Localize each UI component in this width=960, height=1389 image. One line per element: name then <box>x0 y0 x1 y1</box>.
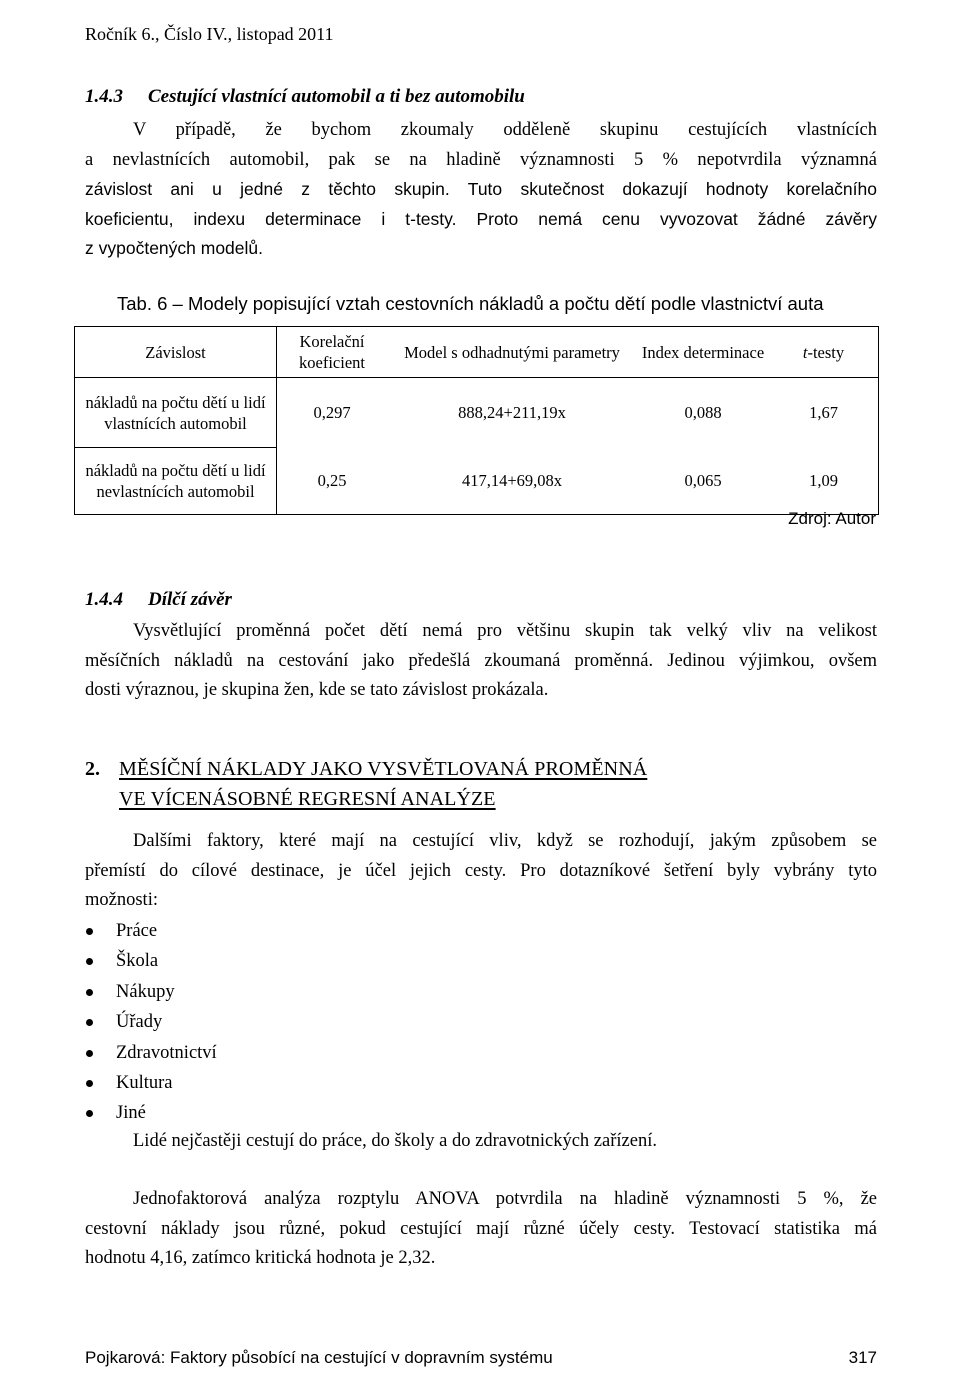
row-ttest: 1,67 <box>809 403 838 423</box>
text-line: přemístí do cílové destinace, je účel jejich cesty. Pro dotazníkové šetření byly vybrány tyto <box>85 860 877 881</box>
table-caption: Tab. 6 – Modely popisující vztah cestovních nákladů a počtu dětí podle vlastnictví auta <box>117 293 824 314</box>
text-line: koeficientu, indexu determinace i t-testy. Proto nemá cenu vyvozovat žádné závěry <box>85 208 877 229</box>
table-source: Zdroj: Autor <box>788 509 876 528</box>
bullet-icon <box>86 1110 93 1117</box>
text-line: Lidé nejčastěji cestují do práce, do školy a do zdravotnických zařízení. <box>133 1131 657 1151</box>
paragraph-chapter-2-intro <box>85 827 877 916</box>
section-number: 1.4.4 <box>85 589 123 610</box>
purpose-options-list <box>85 916 217 1129</box>
bullet-icon <box>86 958 93 965</box>
paragraph-1-4-4 <box>85 617 877 706</box>
paragraph-after-list <box>85 1127 877 1157</box>
text-line: možnosti: <box>85 890 158 910</box>
chapter-title-line-2: VE VÍCENÁSOBNÉ REGRESNÍ ANALÝZE <box>119 788 496 810</box>
text-line: Jednofaktorová analýza rozptylu ANOVA potvrdila na hladině významnosti 5 %, že <box>133 1189 877 1209</box>
bullet-icon <box>86 928 93 935</box>
table-header-row <box>75 327 879 378</box>
list-item: Práce <box>85 916 217 946</box>
header-ttest-t: t <box>802 342 808 362</box>
section-title: Dílčí závěr <box>148 589 232 610</box>
list-item: Jiné <box>85 1098 217 1128</box>
header-dependent: Závislost <box>75 327 277 378</box>
chapter-number: 2. <box>85 758 100 780</box>
text-line: V případě, že bychom zkoumaly odděleně skupinu cestujících vlastnících <box>133 120 877 140</box>
row-label: nákladů na počtu dětí u lidí nevlastnících automobil <box>75 448 277 515</box>
row-model: 888,24+211,19x <box>458 403 566 423</box>
footer-title: Pojkarová: Faktory působící na cestující v dopravním systému <box>85 1348 553 1367</box>
bullet-icon <box>86 1019 93 1026</box>
row-correlation: 0,25 <box>317 471 347 491</box>
list-item: Zdravotnictví <box>85 1038 217 1068</box>
chapter-title-line-1: MĚSÍČNÍ NÁKLADY JAKO VYSVĚTLOVANÁ PROMĚNNÁ <box>119 758 648 780</box>
models-table <box>74 326 879 515</box>
running-header: Ročník 6., Číslo IV., listopad 2011 <box>85 24 334 44</box>
bullet-icon <box>86 1080 93 1087</box>
row-model: 417,14+69,08x <box>461 471 563 491</box>
row-ttest: 1,09 <box>809 471 838 491</box>
list-item: Škola <box>85 946 217 976</box>
section-heading-1-4-3 <box>85 86 525 108</box>
text-line: z vypočtených modelů. <box>85 238 264 258</box>
page-footer <box>85 1348 877 1368</box>
section-number: 1.4.3 <box>85 86 123 107</box>
header-index: Index determinace <box>637 327 769 378</box>
text-line: Vysvětlující proměnná počet dětí nemá pro většinu skupin tak velký vliv na velikost <box>133 621 877 641</box>
text-line: cestovní náklady jsou různé, pokud cestující mají různé účely cesty. Testovací statistika má <box>85 1218 877 1239</box>
page-number: 317 <box>848 1348 877 1367</box>
row-label: nákladů na počtu dětí u lidí vlastnících automobil <box>75 378 277 448</box>
section-heading-1-4-4 <box>85 589 232 611</box>
table-row <box>75 448 879 515</box>
bullet-icon <box>86 1050 93 1057</box>
text-line: Dalšími faktory, které mají na cestující vliv, když se rozhodují, jakým způsobem se <box>133 831 877 851</box>
section-title: Cestující vlastnící automobil a ti bez automobilu <box>148 86 525 107</box>
text-line: a nevlastnících automobil, pak se na hladině významnosti 5 % nepotvrdila významná <box>85 149 877 170</box>
paragraph-1-4-3 <box>85 116 877 264</box>
header-model: Model s odhadnutými parametry <box>387 327 637 378</box>
text-line: hodnotu 4,16, zatímco kritická hodnota je 2,32. <box>85 1248 436 1268</box>
row-correlation: 0,297 <box>313 403 351 423</box>
text-line: závislost ani u jedné z těchto skupin. Tuto skutečnost dokazují hodnoty korelačního <box>85 179 877 199</box>
list-item: Úřady <box>85 1007 217 1037</box>
text-line: dosti výraznou, je skupina žen, kde se tato závislost prokázala. <box>85 680 549 700</box>
header-ttest <box>769 327 879 378</box>
paragraph-anova <box>85 1185 877 1274</box>
list-item: Kultura <box>85 1068 217 1098</box>
row-index: 0,065 <box>684 471 722 491</box>
header-ttest-rest: -testy <box>807 342 845 362</box>
row-index: 0,088 <box>684 403 722 423</box>
header-correlation: Korelační koeficient <box>277 327 388 378</box>
text-line: měsíčních nákladů na cestování jako předešlá zkoumaná proměnná. Jedinou výjimkou, ovšem <box>85 650 877 671</box>
list-item: Nákupy <box>85 977 217 1007</box>
table-row <box>75 378 879 448</box>
bullet-icon <box>86 989 93 996</box>
